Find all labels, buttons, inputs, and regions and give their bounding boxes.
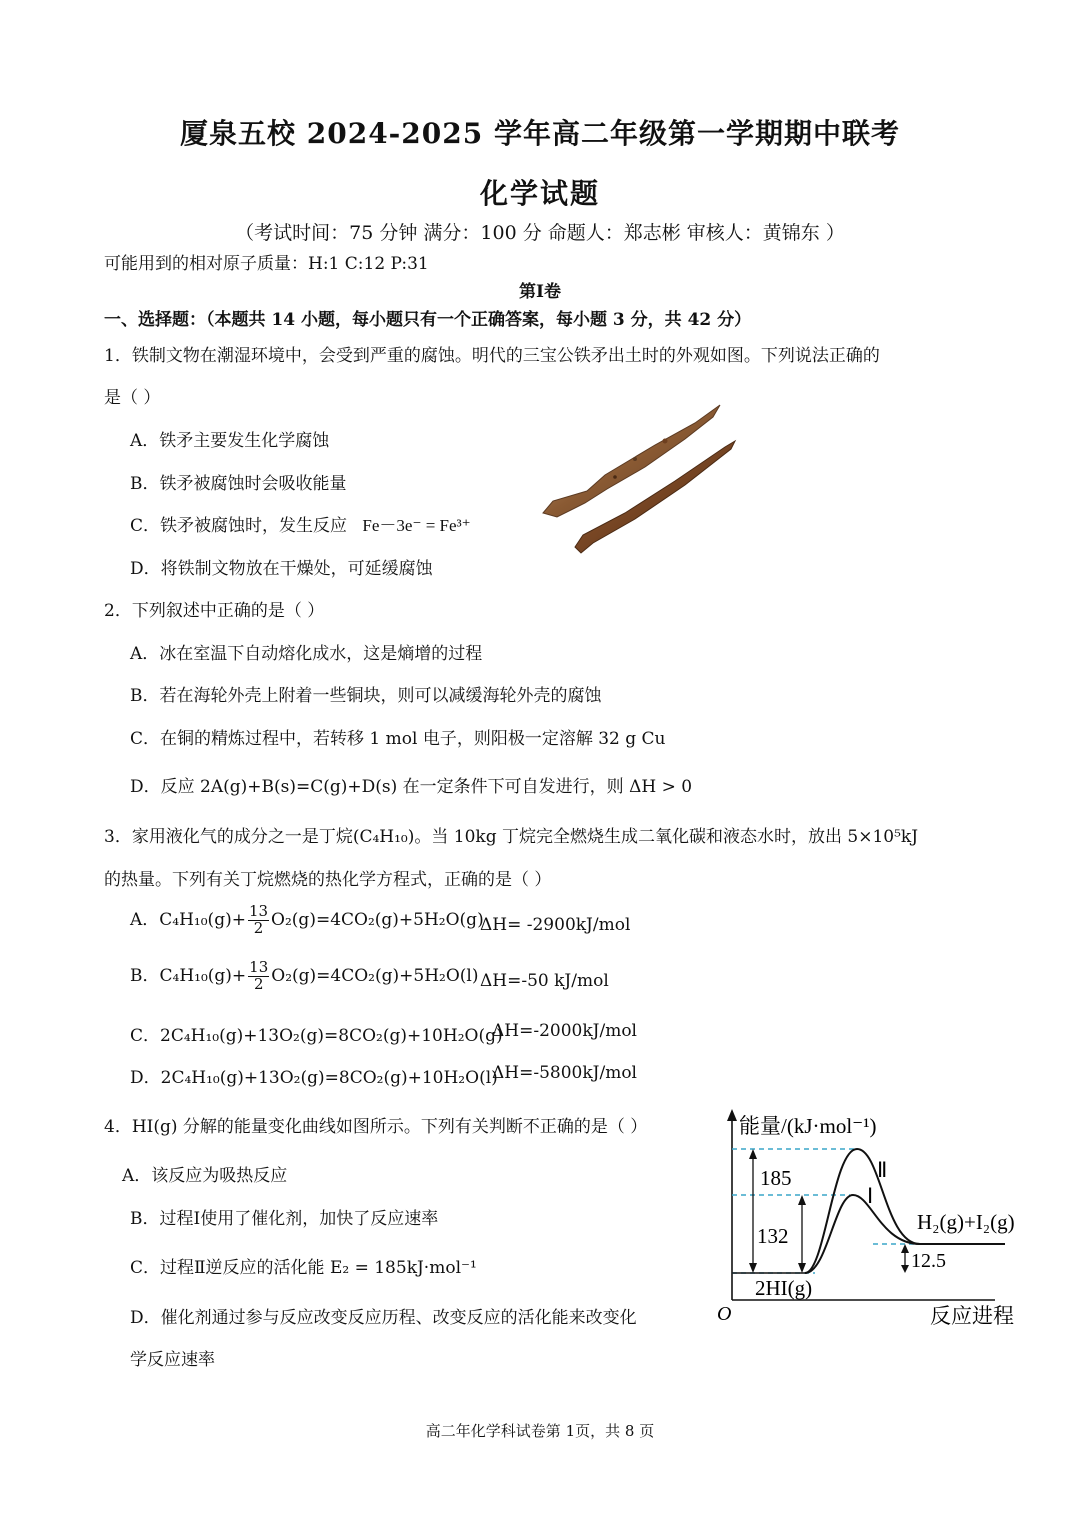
q1-option-a: A．铁矛主要发生化学腐蚀 <box>130 431 330 451</box>
q3-option-b <box>130 958 609 993</box>
origin-label: O <box>717 1303 732 1325</box>
q3-option-b-lhs: C₄H₁₀(g)+ <box>159 965 247 986</box>
value-12-5: 12.5 <box>911 1250 946 1272</box>
q3-option-a-dh: ΔH= -2900kJ/mol <box>480 915 631 935</box>
q3-option-c-eq: C．2C₄H₁₀(g)+13O₂(g)=8CO₂(g)+10H₂O(g) <box>130 1026 503 1046</box>
q1-option-c-text: C．铁矛被腐蚀时，发生反应 <box>130 516 348 536</box>
q4-option-c: C．过程Ⅱ逆反应的活化能 E₂ = 185kJ·mol⁻¹ <box>130 1258 477 1278</box>
q1-option-c <box>130 511 471 536</box>
fraction-13-2-b <box>248 960 269 993</box>
q3-option-b-label: B． <box>130 965 160 986</box>
q3-option-a-rhs: O₂(g)=4CO₂(g)+5H₂O(g) <box>271 909 484 930</box>
subject-title: 化学试题 <box>479 177 600 210</box>
q1-option-d: D．将铁制文物放在干燥处，可延缓腐蚀 <box>130 559 433 579</box>
fraction-13-2 <box>248 904 269 937</box>
curve-ii-label: Ⅱ <box>877 1158 888 1182</box>
q2-option-a: A．冰在室温下自动熔化成水，这是熵增的过程 <box>130 644 483 664</box>
y-axis-arrow <box>727 1109 737 1121</box>
q1-stem-line1: 1．铁制文物在潮湿环境中，会受到严重的腐蚀。明代的三宝公铁矛出土时的外观如图。下列说法正确的 <box>104 346 880 366</box>
product-label: H₂(g)+I₂(g) <box>917 1210 1015 1234</box>
q1-option-b: B．铁矛被腐蚀时会吸收能量 <box>130 474 347 494</box>
q3-option-c <box>130 1021 637 1046</box>
reactant-label: 2HI(g) <box>755 1276 813 1300</box>
q3-option-b-rhs: O₂(g)=4CO₂(g)+5H₂O(l) <box>271 965 479 986</box>
fraction-numerator-b: 13 <box>249 958 269 976</box>
q3-option-c-dh: ΔH=-2000kJ/mol <box>492 1021 637 1041</box>
arrow-132-top <box>798 1195 806 1205</box>
exam-title: 厦泉五校 2024-2025 学年高二年级第一学期期中联考 <box>180 117 900 150</box>
q3-option-a <box>130 902 631 937</box>
q3-option-b-dh: ΔH=-50 kJ/mol <box>480 971 609 991</box>
section-heading: 一、选择题：（本题共 14 小题，每小题只有一个正确答案，每小题 3 分，共 42 分） <box>104 310 752 330</box>
q3-option-d-dh: ΔH=-5800kJ/mol <box>492 1063 637 1083</box>
curve-i-label: Ⅰ <box>867 1184 874 1208</box>
value-185: 185 <box>760 1166 792 1190</box>
q2-stem: 2．下列叙述中正确的是（ ） <box>104 601 325 621</box>
arrow-185-bottom <box>749 1263 757 1273</box>
fraction-denominator: 2 <box>253 918 264 937</box>
fraction-numerator: 13 <box>248 902 269 920</box>
page-footer: 高二年化学科试卷第 1页，共 8 页 <box>425 1422 655 1440</box>
arrow-12-5-top <box>901 1244 909 1253</box>
q4-option-d-line2: 学反应速率 <box>130 1350 215 1370</box>
energy-diagram <box>705 1105 1045 1335</box>
q3-stem-line1: 3．家用液化气的成分之一是丁烷(C₄H₁₀)。当 10kg 丁烷完全燃烧生成二氧化碳和液态水时，放出 5×10⁵kJ <box>104 827 919 847</box>
q3-option-d <box>130 1063 637 1088</box>
q4-option-a: A．该反应为吸热反应 <box>122 1166 288 1186</box>
q4-stem: 4．HI(g) 分解的能量变化曲线如图所示。下列有关判断不正确的是（ ） <box>104 1117 648 1137</box>
q3-option-d-eq: D．2C₄H₁₀(g)+13O₂(g)=8CO₂(g)+10H₂O(l) <box>130 1068 498 1088</box>
q4-option-b: B．过程Ⅰ使用了催化剂，加快了反应速率 <box>130 1209 439 1229</box>
y-axis-label: 能量/(kJ·mol⁻¹) <box>739 1114 877 1138</box>
q3-option-a-label: A． <box>130 909 160 930</box>
q1-option-c-equation: Fe－3e⁻ = Fe³⁺ <box>362 516 471 535</box>
fraction-denominator-b: 2 <box>253 974 264 993</box>
volume-label: 第Ⅰ卷 <box>519 282 561 302</box>
q1-stem-line2: 是（ ） <box>104 388 161 408</box>
q2-option-c: C．在铜的精炼过程中，若转移 1 mol 电子，则阳极一定溶解 32 g Cu <box>130 729 666 749</box>
q3-stem-line2: 的热量。下列有关丁烷燃烧的热化学方程式，正确的是（ ） <box>104 870 552 890</box>
arrow-12-5-bottom <box>901 1265 909 1273</box>
value-132: 132 <box>757 1224 789 1248</box>
arrow-185-top <box>749 1149 757 1159</box>
exam-info: （考试时间：75 分钟 满分：100 分 命题人：郑志彬 审核人：黄锦东 ） <box>235 222 845 244</box>
q2-option-b: B．若在海轮外壳上附着一些铜块，则可以减缓海轮外壳的腐蚀 <box>130 686 602 706</box>
x-axis-label: 反应进程 <box>930 1304 1014 1328</box>
q4-option-d-line1: D．催化剂通过参与反应改变反应历程、改变反应的活化能来改变化 <box>130 1308 637 1328</box>
arrow-132-bottom <box>798 1263 806 1273</box>
q2-option-d: D．反应 2A(g)+B(s)=C(g)+D(s) 在一定条件下可自发进行，则 ΔH > 0 <box>130 777 693 797</box>
iron-spear-image <box>535 395 750 565</box>
q3-option-a-lhs: C₄H₁₀(g)+ <box>159 909 246 930</box>
atomic-mass: 可能用到的相对原子质量：H:1 C:12 P:31 <box>104 254 429 274</box>
